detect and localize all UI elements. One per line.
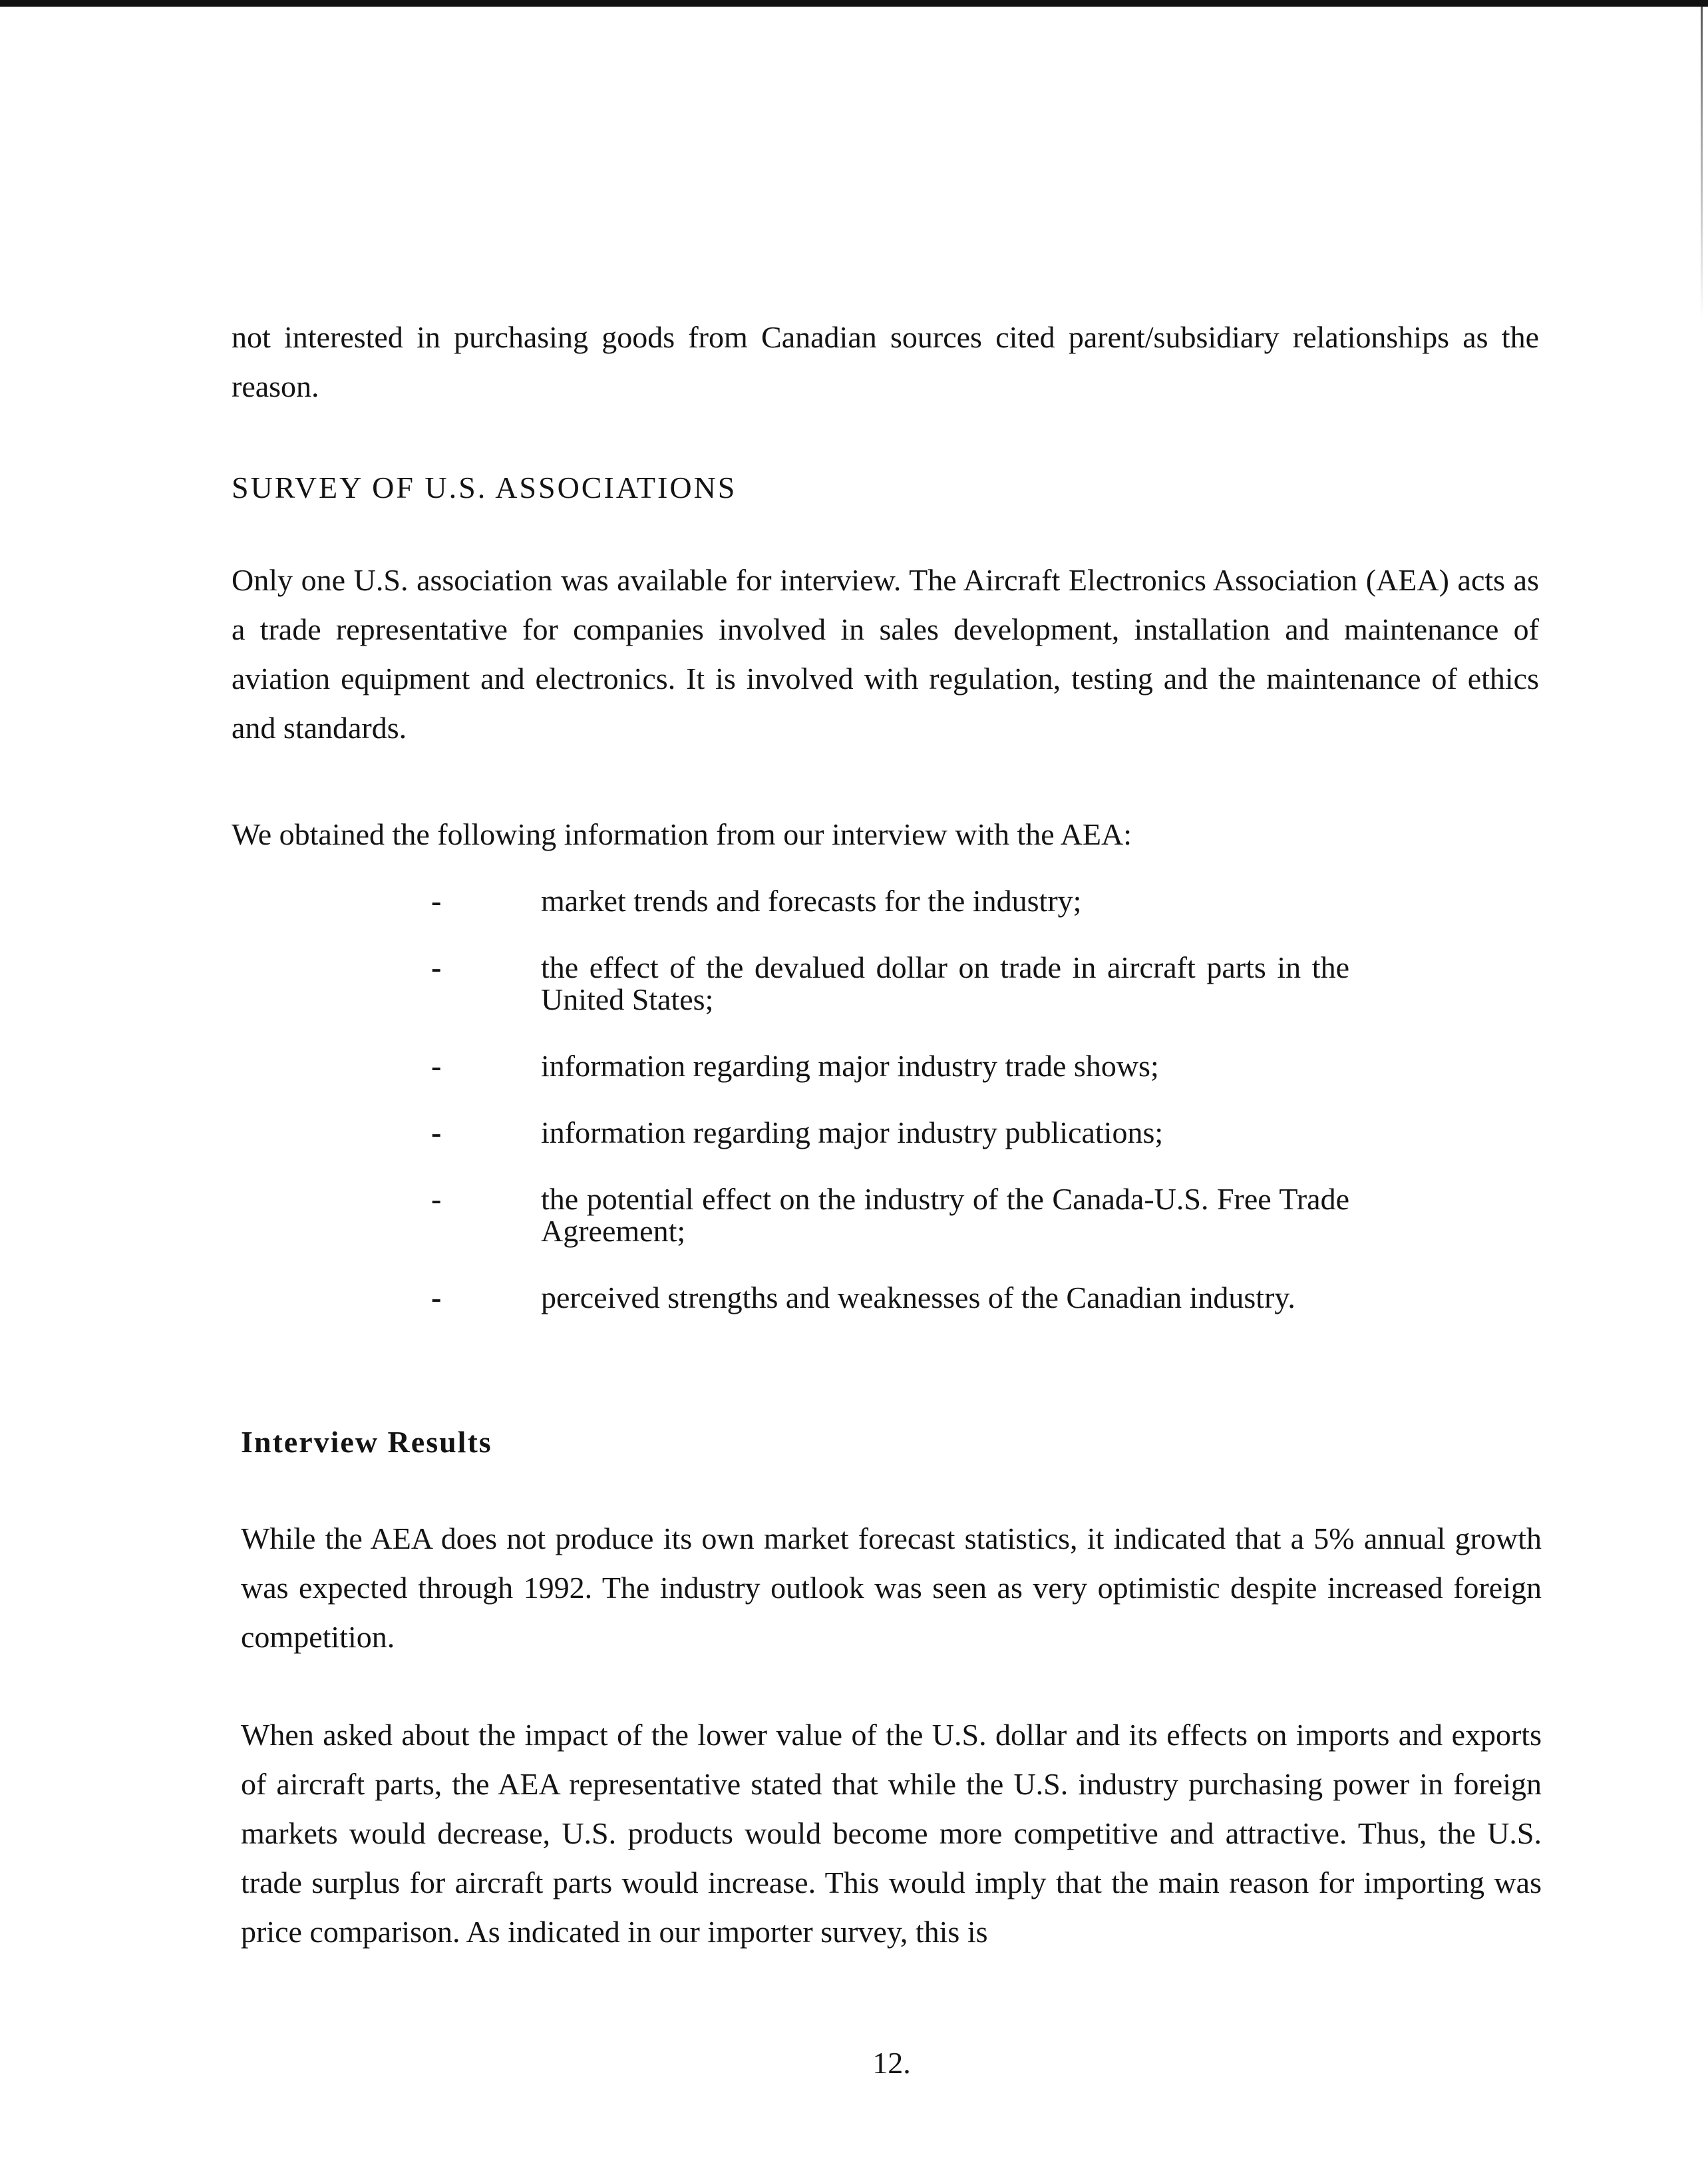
bullet-dash: - xyxy=(431,1049,442,1083)
bullet-dash: - xyxy=(431,884,442,918)
bullet-dash: - xyxy=(431,1281,442,1314)
list-item xyxy=(431,1183,1349,1247)
list-item xyxy=(431,1050,1349,1082)
list-item xyxy=(431,885,1349,917)
section-heading: SURVEY OF U.S. ASSOCIATIONS xyxy=(232,471,737,504)
results-paragraph-2: When asked about the impact of the lower value of the U.S. dollar and its effects on imports and exports of aircraft parts, the AEA representative stated that while the U.S. industry purchasing power in foreign markets would decrease, U.S. products would become more competitive and attractive. Thus, the U.S. trade surplus for aircraft parts would increase. This would imply that the main reason for importing was price comparison. As indicated in our importer survey, this is xyxy=(241,1718,1542,1949)
list-item-text: perceived strengths and weaknesses of the Canadian industry. xyxy=(541,1281,1295,1314)
scan-right-edge xyxy=(1701,7,1703,319)
list-item xyxy=(431,1117,1349,1149)
interview-results-heading: Interview Results xyxy=(241,1425,492,1459)
list-item-text: the effect of the devalued dollar on trade in aircraft parts in the United States; xyxy=(541,950,1349,1016)
bullet-dash: - xyxy=(431,1115,442,1149)
bullet-dash: - xyxy=(431,1182,442,1216)
list-item-text: the potential effect on the industry of the Canada-U.S. Free Trade Agreement; xyxy=(541,1182,1349,1248)
list-item-text: market trends and forecasts for the industry; xyxy=(541,884,1082,918)
results-paragraph-1: While the AEA does not produce its own market forecast statistics, it indicated that a 5% annual growth was expected through 1992. The industry outlook was seen as very optimistic despite increased foreign competition. xyxy=(241,1521,1542,1654)
aea-paragraph: Only one U.S. association was available for interview. The Aircraft Electronics Association (AEA) acts as a trade representative for companies involved in sales development, installation and maintenance of aviation equipment and electronics. It is involved with regulation, testing and the maintenance of ethics and standards. xyxy=(232,563,1539,745)
list-item xyxy=(431,952,1349,1016)
list-item-text: information regarding major industry publications; xyxy=(541,1115,1164,1149)
list-item xyxy=(431,1282,1349,1314)
intro-paragraph: not interested in purchasing goods from Canadian sources cited parent/subsidiary relationships as the reason. xyxy=(232,320,1539,403)
info-intro-paragraph: We obtained the following information from our interview with the AEA: xyxy=(232,817,1132,851)
list-item-text: information regarding major industry trade shows; xyxy=(541,1049,1159,1083)
page-number: 12. xyxy=(872,2046,911,2080)
bullet-dash: - xyxy=(431,950,442,984)
scan-top-border xyxy=(0,0,1708,7)
information-list xyxy=(431,885,1349,1348)
